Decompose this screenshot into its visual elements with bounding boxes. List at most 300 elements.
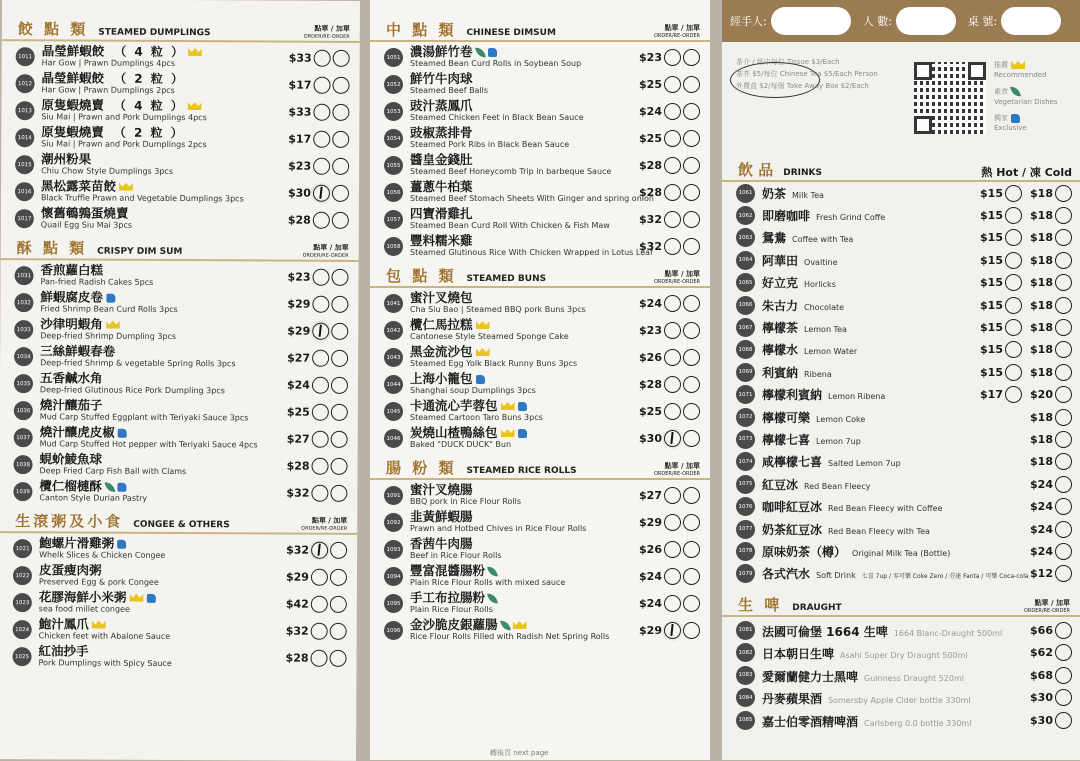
order-checkbox[interactable]	[311, 485, 328, 502]
drink-name	[762, 364, 976, 381]
order-checkbox[interactable]	[664, 622, 681, 639]
hot-order-checkbox[interactable]	[1005, 252, 1022, 269]
cold-order-checkbox[interactable]	[1055, 409, 1072, 426]
cold-price-cell	[1022, 297, 1072, 314]
order-checkbox[interactable]	[664, 430, 681, 447]
menu-item-row	[370, 563, 710, 590]
server-field[interactable]	[771, 7, 851, 35]
item-name-en: Preserved Egg & pork Congee	[38, 576, 159, 587]
drink-row	[722, 272, 1080, 294]
item-code-badge: 1093	[384, 540, 403, 559]
item-name-zh: 豐料糯米雞	[410, 232, 473, 248]
item-name-en: Siu Mai | Prawn and Pork Dumplings 4pcs	[41, 111, 207, 122]
cold-order-checkbox[interactable]	[1055, 185, 1072, 202]
item-code-badge: 1061	[736, 184, 755, 203]
hot-order-checkbox[interactable]	[1005, 386, 1022, 403]
drink-name-en: Salted Lemon 7up	[828, 459, 901, 469]
item-price: $29	[287, 297, 311, 311]
item-name-zh: 皮蛋瘦肉粥	[38, 561, 102, 578]
item-names	[40, 315, 280, 343]
cold-price: $18	[1030, 410, 1053, 424]
reorder-checkbox[interactable]	[683, 103, 700, 120]
item-name-zh: 黑金流沙包	[410, 346, 632, 358]
drink-row	[722, 428, 1080, 450]
order-checkbox[interactable]	[312, 269, 329, 286]
draught-name	[762, 711, 1023, 730]
item-names	[40, 261, 280, 289]
item-price: $17	[288, 132, 312, 146]
section-title	[15, 510, 230, 532]
order-checkbox[interactable]	[664, 184, 681, 201]
draught-price: $62	[1030, 646, 1053, 660]
item-name-zh: 薑蔥牛柏葉	[410, 178, 473, 194]
drink-name-en: Ovaltine	[804, 257, 838, 267]
item-price: $32	[286, 543, 310, 557]
reorder-checkbox[interactable]	[683, 49, 700, 66]
cold-order-checkbox[interactable]	[1055, 386, 1072, 403]
reorder-checkbox[interactable]	[683, 349, 700, 366]
hot-price: $15	[980, 276, 1003, 290]
drink-name-zh: 利賓納	[762, 365, 799, 380]
menu-item-row	[370, 125, 710, 152]
order-checkbox[interactable]	[312, 350, 329, 367]
reorder-checkbox[interactable]	[332, 104, 349, 121]
item-price: $23	[288, 159, 312, 173]
reorder-checkbox[interactable]	[683, 622, 700, 639]
order-checkbox[interactable]	[1055, 689, 1072, 706]
item-names	[410, 70, 632, 97]
reorder-checkbox[interactable]	[683, 295, 700, 312]
menu-item-row	[0, 643, 357, 672]
drink-name-zh: 阿華田	[762, 253, 799, 268]
cold-order-checkbox[interactable]	[1055, 364, 1072, 381]
item-code-badge: 1082	[736, 643, 755, 662]
reorder-checkbox[interactable]	[331, 377, 348, 394]
order-checkbox[interactable]	[664, 595, 681, 612]
reorder-checkbox[interactable]	[683, 514, 700, 531]
drink-name-zh: 檸檬茶	[762, 321, 799, 336]
menu-item-row	[0, 451, 358, 480]
reorder-checkbox[interactable]	[332, 185, 349, 202]
drink-name-zh: 紅豆冰	[762, 477, 799, 492]
order-checkbox[interactable]	[312, 296, 329, 313]
item-code-badge: 1038	[14, 455, 33, 474]
item-price: $25	[639, 405, 662, 418]
menu-item-row	[370, 371, 710, 398]
cold-price-cell	[1022, 476, 1072, 493]
order-checkbox[interactable]	[313, 212, 330, 229]
tissue-charge: 茶介 / 紙巾每位 Tissue $3/Each	[736, 58, 840, 66]
reorder-checkbox[interactable]	[333, 77, 350, 94]
draught-name	[762, 666, 1023, 685]
softdrink-options: 七喜 7up / 零可樂 Coke Zero / 芬達 Fanta / 可樂 Coca-cola	[861, 573, 1029, 581]
reorder-checkbox[interactable]	[683, 184, 700, 201]
order-checkbox[interactable]	[664, 376, 681, 393]
item-names	[410, 535, 632, 562]
people-label: 人 數:	[862, 15, 892, 28]
cold-price: $18	[1030, 321, 1053, 335]
draught-name-zh: 嘉士伯零酒精啤酒	[762, 714, 859, 729]
drink-name-en: Lemon 7up	[816, 436, 861, 446]
item-name-en: Whelk Slices & Chicken Congee	[39, 549, 166, 560]
order-checkbox[interactable]	[664, 487, 681, 504]
order-checkbox[interactable]	[1055, 644, 1072, 661]
item-price: $28	[285, 651, 309, 665]
drink-name	[762, 274, 976, 291]
item-code-badge: 1077	[736, 520, 755, 539]
order-checkbox[interactable]	[313, 185, 330, 202]
hot-price: $15	[980, 231, 1003, 245]
drink-name-en: Fresh Grind Coffe	[816, 213, 886, 223]
drink-row	[722, 249, 1080, 271]
item-price: $24	[639, 597, 662, 610]
reorder-checkbox[interactable]	[332, 212, 349, 229]
item-code-badge: 1033	[14, 320, 33, 339]
hot-order-checkbox[interactable]	[1005, 185, 1022, 202]
hot-order-checkbox[interactable]	[1005, 207, 1022, 224]
reorder-checkbox[interactable]	[683, 157, 700, 174]
menu-item-row	[1, 97, 359, 126]
order-column-label: 點單 / 加單 ORDER/RE-ORDER	[653, 24, 700, 39]
info-area	[722, 42, 1080, 152]
drink-name-zh: 咸檸檬七喜	[762, 455, 823, 470]
cold-order-checkbox[interactable]	[1055, 297, 1072, 314]
item-price: $42	[285, 597, 309, 611]
item-names	[410, 43, 632, 70]
reorder-checkbox[interactable]	[331, 431, 348, 448]
section-title-en: CONGEE & OTHERS	[133, 519, 230, 531]
item-name-en: Quail Egg Siu Mai 3pcs	[40, 219, 133, 230]
crown-icon	[1011, 61, 1025, 69]
item-code-badge: 1039	[13, 482, 32, 501]
item-name-en: Steamed Bean Curd Rolls in Soybean Soup	[410, 58, 582, 68]
item-name-zh: 欖仁榴槤酥	[39, 480, 279, 493]
cold-order-checkbox[interactable]	[1055, 319, 1072, 336]
leaf-icon	[475, 46, 486, 58]
hot-price-cell	[976, 274, 1022, 291]
hot-order-checkbox[interactable]	[1005, 229, 1022, 246]
reorder-checkbox[interactable]	[332, 158, 349, 175]
item-price: $27	[287, 351, 311, 365]
order-checkbox[interactable]	[314, 50, 331, 67]
cold-order-checkbox[interactable]	[1055, 565, 1072, 582]
reorder-checkbox[interactable]	[683, 211, 700, 228]
order-checkbox[interactable]	[312, 458, 329, 475]
reorder-checkbox[interactable]	[331, 269, 348, 286]
menu-item-row	[370, 206, 710, 233]
item-names	[410, 97, 632, 124]
cold-price: $24	[1030, 522, 1053, 536]
reorder-checkbox[interactable]	[683, 541, 700, 558]
order-checkbox[interactable]	[311, 542, 328, 559]
item-code-badge: 1012	[15, 74, 34, 93]
hot-price: $15	[980, 209, 1003, 223]
qr-code[interactable]	[914, 62, 986, 134]
item-price: $29	[639, 516, 662, 529]
handwritten-circle	[730, 62, 820, 98]
item-code-badge: 1017	[15, 209, 34, 228]
thumbs-up-icon	[118, 428, 127, 437]
order-checkbox[interactable]	[313, 131, 330, 148]
item-code-badge: 1015	[15, 155, 34, 174]
hot-order-checkbox[interactable]	[1005, 319, 1022, 336]
item-name-en: Pan-fried Radish Cakes 5pcs	[40, 276, 154, 287]
order-checkbox[interactable]	[664, 322, 681, 339]
draught-name-en: Guinness Draught 520ml	[864, 673, 964, 683]
order-checkbox[interactable]	[664, 238, 681, 255]
item-price: $17	[288, 78, 312, 92]
order-checkbox[interactable]	[664, 541, 681, 558]
order-checkbox[interactable]	[664, 295, 681, 312]
drink-name-zh: 各式汽水	[762, 567, 811, 582]
item-names	[41, 150, 281, 178]
item-price: $32	[639, 240, 662, 253]
item-names	[39, 423, 280, 451]
section-title-zh: 腸 粉 類	[386, 459, 457, 477]
order-checkbox[interactable]	[312, 377, 329, 394]
item-names	[40, 288, 280, 316]
order-checkbox[interactable]	[664, 403, 681, 420]
reorder-checkbox[interactable]	[331, 323, 348, 340]
order-checkbox[interactable]	[311, 650, 328, 667]
menu-item-row	[1, 70, 359, 99]
item-name-en: Mud Carp Stuffed Eggplant with Teriyaki Sauce 3pcs	[39, 411, 249, 422]
cold-price-cell	[1030, 565, 1072, 582]
menu-item-row	[370, 482, 710, 509]
item-code-badge: 1064	[736, 251, 755, 270]
item-price: $33	[288, 105, 312, 119]
section-header	[370, 452, 710, 480]
section-title-en: STEAMED BUNS	[466, 274, 547, 284]
hot-price: $15	[980, 343, 1003, 357]
crown-icon	[119, 183, 133, 191]
reorder-checkbox[interactable]	[683, 322, 700, 339]
section-title	[17, 237, 183, 259]
cold-price: $18	[1030, 209, 1053, 223]
item-names	[410, 562, 632, 589]
item-code-badge: 1069	[736, 363, 755, 382]
item-name-zh: 燒汁釀虎皮椒	[40, 426, 280, 439]
reorder-checkbox[interactable]	[683, 238, 700, 255]
cold-order-checkbox[interactable]	[1055, 543, 1072, 560]
hot-order-checkbox[interactable]	[1005, 364, 1022, 381]
menu-item-row	[0, 562, 357, 591]
draught-name-zh: 丹麥蘋果酒	[762, 692, 823, 707]
drink-name	[762, 431, 976, 448]
draught-row	[722, 687, 1080, 710]
order-checkbox[interactable]	[664, 211, 681, 228]
item-name-en: Canton Style Durian Pastry	[39, 492, 148, 503]
drink-row	[722, 473, 1080, 495]
drink-row	[722, 563, 1080, 585]
item-price: $28	[639, 159, 662, 172]
item-name-en: Prawn and Hotbed Chives in Rice Flour Rolls	[410, 523, 587, 533]
order-checkbox[interactable]	[312, 404, 329, 421]
menu-item-row	[0, 289, 358, 318]
reorder-checkbox[interactable]	[331, 350, 348, 367]
reorder-checkbox[interactable]	[330, 623, 347, 640]
cold-order-checkbox[interactable]	[1055, 498, 1072, 515]
reorder-checkbox[interactable]	[330, 650, 347, 667]
order-column-label: 點單 / 加單 ORDER/RE-ORDER	[303, 24, 350, 40]
order-checkbox[interactable]	[664, 514, 681, 531]
reorder-checkbox[interactable]	[331, 296, 348, 313]
drink-row	[722, 451, 1080, 473]
item-name-zh: 五香鹹水角	[39, 369, 103, 386]
reorder-checkbox[interactable]	[331, 404, 348, 421]
reorder-checkbox[interactable]	[683, 76, 700, 93]
order-checkbox[interactable]	[311, 623, 328, 640]
reorder-checkbox[interactable]	[683, 487, 700, 504]
reorder-checkbox[interactable]	[330, 485, 347, 502]
order-checkbox[interactable]	[1055, 667, 1072, 684]
drink-name-zh: 咖啡紅豆冰	[762, 500, 823, 515]
item-code-badge: 1071	[736, 385, 755, 404]
cold-order-checkbox[interactable]	[1055, 431, 1072, 448]
tea-charge: 茶芥 $5/每位 Chinese Tea $5/Each Person	[736, 70, 878, 78]
item-code-badge: 1078	[736, 542, 755, 561]
item-name-en: Siu Mai | Prawn and Pork Dumplings 2pcs	[41, 138, 207, 149]
item-code-badge: 1066	[736, 296, 755, 315]
reorder-checkbox[interactable]	[330, 569, 347, 586]
order-checkbox[interactable]	[664, 49, 681, 66]
thumbs-up-icon	[106, 293, 115, 302]
reorder-checkbox[interactable]	[683, 595, 700, 612]
drink-name-en: Red Bean Fleecy	[804, 481, 871, 491]
item-name-en: Steamed Glutinous Rice With Chicken Wrapped in Lotus Leaf	[410, 247, 653, 257]
item-price: $30	[639, 432, 662, 445]
order-checkbox[interactable]	[311, 596, 328, 613]
cold-price: $12	[1030, 567, 1053, 581]
cold-order-checkbox[interactable]	[1055, 453, 1072, 470]
order-checkbox[interactable]	[664, 76, 681, 93]
menu-page-1	[0, 0, 360, 761]
item-names	[410, 616, 632, 643]
item-name-en: Steamed Cartoon Taro Buns 3pcs	[410, 412, 543, 422]
order-checkbox[interactable]	[1055, 622, 1072, 639]
drink-name-zh: 檸檬七喜	[762, 432, 811, 447]
item-name-zh: 鮑螺片滑雞粥	[39, 537, 279, 550]
reorder-checkbox[interactable]	[683, 130, 700, 147]
reorder-checkbox[interactable]	[683, 376, 700, 393]
drink-row	[722, 540, 1080, 562]
reorder-checkbox[interactable]	[683, 430, 700, 447]
item-price: $24	[286, 378, 311, 392]
reorder-checkbox[interactable]	[683, 403, 700, 420]
order-checkbox[interactable]	[664, 103, 681, 120]
hot-price-cell	[976, 185, 1022, 202]
reorder-checkbox[interactable]	[331, 458, 348, 475]
item-name-zh: 上海小籠包	[410, 373, 632, 385]
reorder-checkbox[interactable]	[333, 50, 350, 67]
item-code-badge: 1014	[15, 128, 34, 147]
item-name-en: Chicken feet with Abalone Sauce	[38, 630, 171, 641]
order-checkbox[interactable]	[312, 431, 329, 448]
item-names	[410, 424, 632, 451]
cold-order-checkbox[interactable]	[1055, 274, 1072, 291]
reorder-checkbox[interactable]	[330, 542, 347, 559]
item-name-zh: 鮑汁鳳爪	[39, 618, 279, 631]
draught-name-zh: 愛爾蘭健力士黑啤	[762, 669, 859, 684]
menu-item-row	[370, 398, 710, 425]
item-name-zh: 懷舊鵪鶉蛋燒賣	[40, 204, 129, 221]
item-price: $24	[639, 570, 662, 583]
section-header	[2, 13, 360, 43]
cold-order-checkbox[interactable]	[1055, 341, 1072, 358]
cold-price: $18	[1030, 432, 1053, 446]
order-checkbox[interactable]	[312, 323, 329, 340]
item-price: $29	[287, 324, 311, 338]
menu-item-row	[370, 290, 710, 317]
item-code-badge: 1013	[15, 101, 34, 120]
charges-info	[736, 56, 916, 92]
item-name-zh: 豉椒蒸排骨	[410, 124, 473, 140]
cold-order-checkbox[interactable]	[1055, 229, 1072, 246]
item-name-zh: 三絲鮮蝦春卷	[40, 342, 116, 359]
menu-item-row	[0, 616, 357, 645]
draught-price: $68	[1030, 668, 1053, 682]
cold-order-checkbox[interactable]	[1055, 207, 1072, 224]
order-checkbox[interactable]	[314, 77, 331, 94]
order-column-label: 點單 / 加單 ORDER/RE-ORDER	[653, 270, 700, 285]
menu-item-row	[0, 589, 357, 618]
item-code-badge: 1096	[384, 621, 403, 640]
item-code-badge: 1091	[384, 486, 403, 505]
item-name-zh: 晶瑩鮮蝦餃 （ 4 粒 ）	[42, 45, 282, 58]
reorder-checkbox[interactable]	[330, 596, 347, 613]
item-names	[410, 289, 632, 316]
order-checkbox[interactable]	[313, 104, 330, 121]
thumbs-up-icon	[117, 539, 126, 548]
item-names	[410, 151, 632, 178]
menu-item-row	[0, 535, 357, 564]
item-price: $24	[639, 105, 662, 118]
cold-order-checkbox[interactable]	[1055, 476, 1072, 493]
table-field[interactable]	[1001, 7, 1061, 35]
people-field[interactable]	[896, 7, 956, 35]
hot-order-checkbox[interactable]	[1005, 274, 1022, 291]
cold-order-checkbox[interactable]	[1055, 252, 1072, 269]
crown-icon	[129, 594, 143, 602]
cold-price-cell	[1022, 543, 1072, 560]
drink-row	[722, 361, 1080, 383]
crown-icon	[501, 429, 515, 437]
drink-name	[762, 476, 976, 493]
reorder-checkbox[interactable]	[683, 568, 700, 585]
order-checkbox[interactable]	[664, 568, 681, 585]
legend-exclusive: 獨家 Exclusive	[994, 114, 1027, 132]
menu-item-row	[370, 71, 710, 98]
order-checkbox[interactable]	[313, 158, 330, 175]
item-code-badge: 1094	[384, 567, 403, 586]
item-price: $28	[287, 213, 311, 227]
order-checkbox[interactable]	[664, 130, 681, 147]
order-checkbox[interactable]	[1055, 712, 1072, 729]
drink-name-en: Original Milk Tea (Bottle)	[852, 548, 951, 558]
reorder-checkbox[interactable]	[332, 131, 349, 148]
page-1-body	[0, 13, 360, 672]
item-code-badge: 1074	[736, 452, 755, 471]
order-checkbox[interactable]	[311, 569, 328, 586]
item-name-en: Black Truffle Prawn and Vegetable Dumplings 3pcs	[40, 192, 244, 203]
item-code-badge: 1058	[384, 237, 403, 256]
cold-order-checkbox[interactable]	[1055, 521, 1072, 538]
hot-order-checkbox[interactable]	[1005, 297, 1022, 314]
item-name-en: Deep-fried Shrimp Dumpling 3pcs	[40, 330, 177, 341]
hot-order-checkbox[interactable]	[1005, 341, 1022, 358]
order-checkbox[interactable]	[664, 349, 681, 366]
order-checkbox[interactable]	[664, 157, 681, 174]
